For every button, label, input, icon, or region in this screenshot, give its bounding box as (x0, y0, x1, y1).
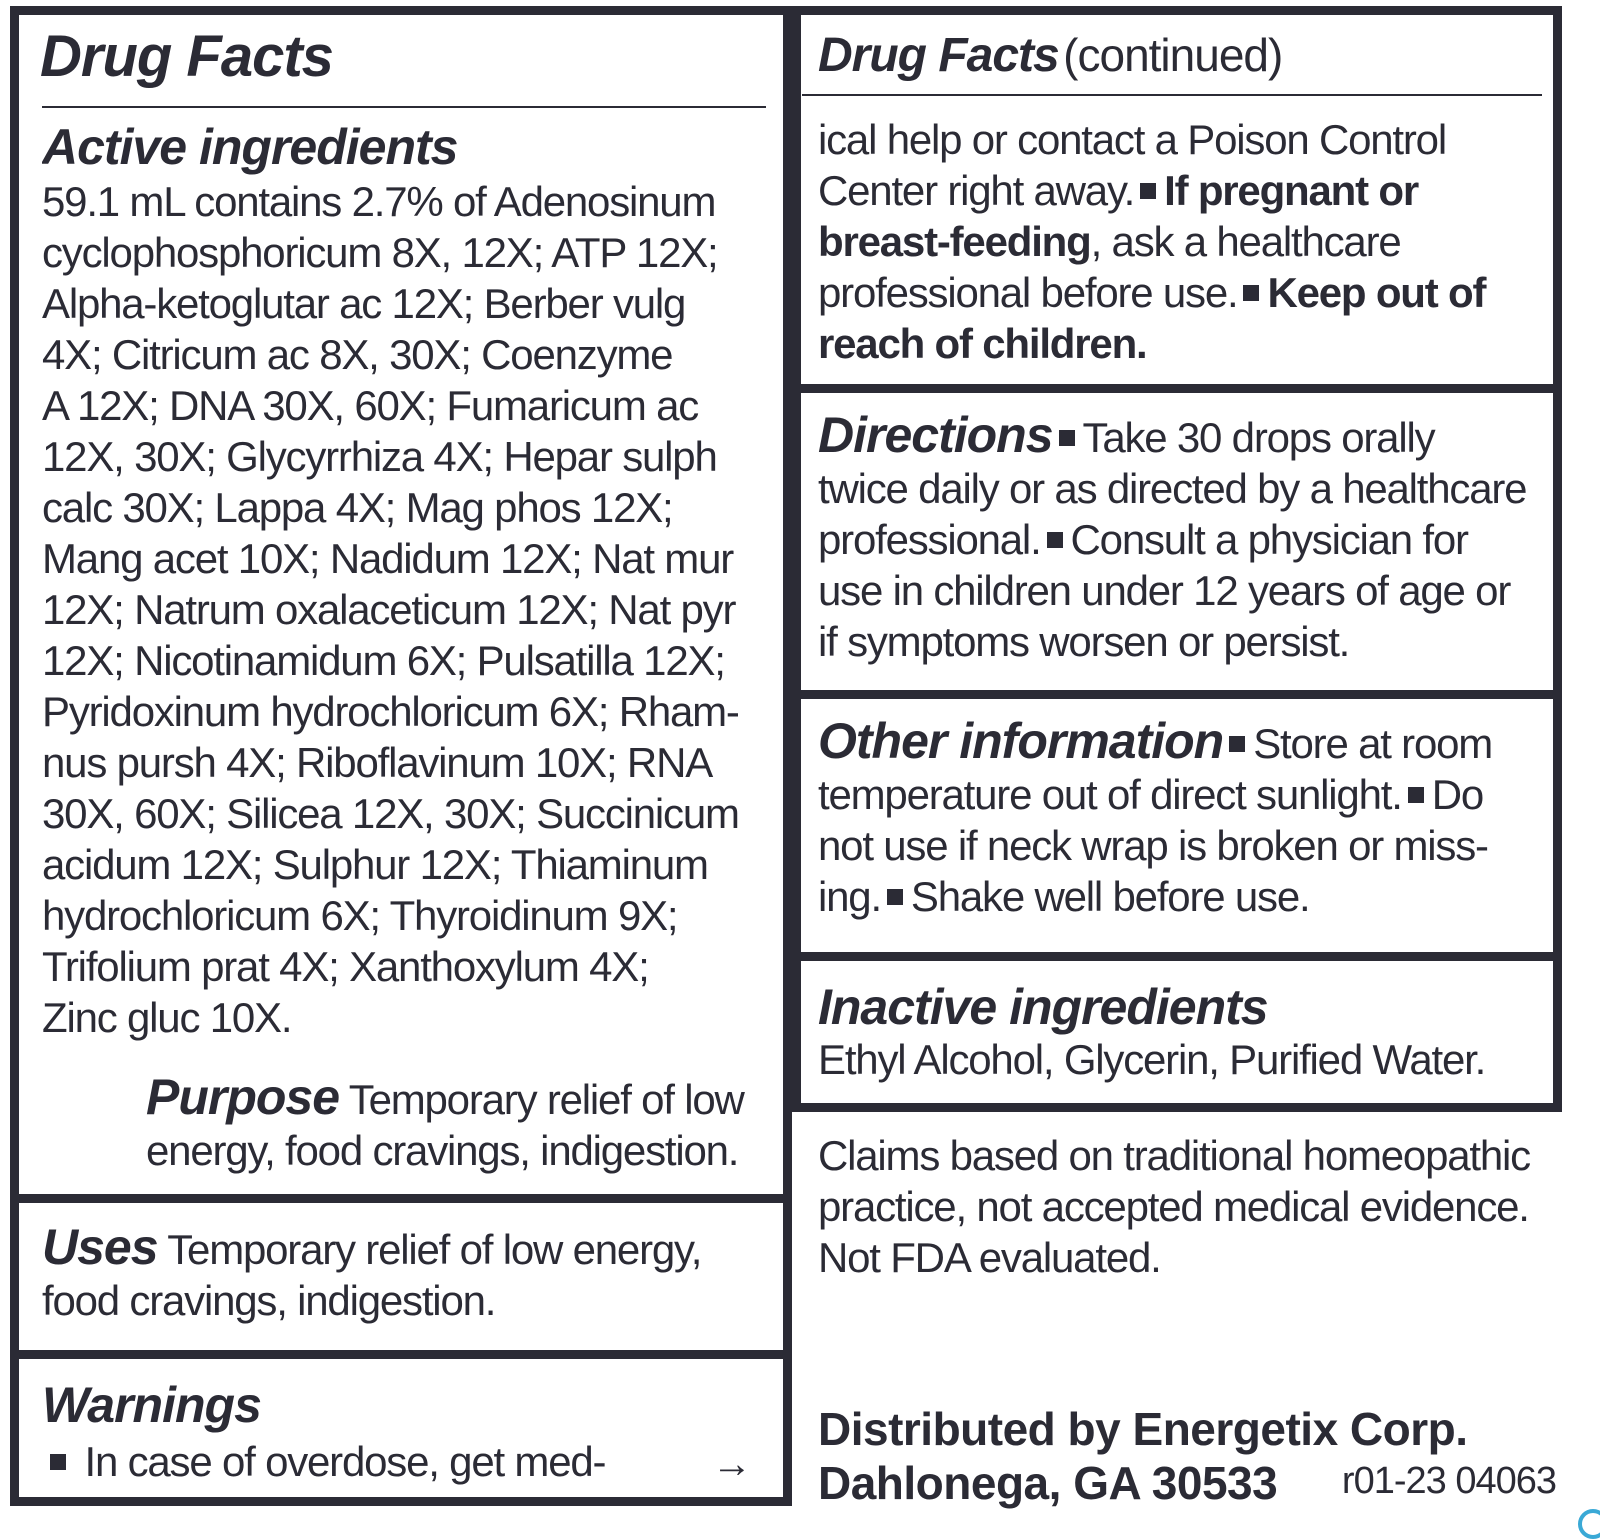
ingredient-line: A 12X; DNA 30X, 60X; Fumaricum ac (42, 382, 699, 429)
ingredient-line: cyclophosphoricum 8X, 12X; ATP 12X; (42, 229, 718, 276)
directions-heading: Directions (818, 410, 1053, 463)
purpose-section (146, 1072, 786, 1190)
active-ingredients-list (42, 176, 782, 1043)
directions-section (818, 410, 1558, 688)
ingredient-line: Zinc gluc 10X. (42, 994, 292, 1041)
bullet-icon (1047, 532, 1063, 548)
ingredient-line: hydrochloricum 6X; Thyroidinum 9X; (42, 892, 678, 939)
active-ingredients-section (42, 122, 782, 1192)
uses-heading: Uses (42, 1222, 158, 1275)
ingredient-line: Alpha-ketoglutar ac 12X; Berber vulg (42, 280, 686, 327)
claims-line: practice, not accepted medical evidence. (818, 1183, 1529, 1230)
bullet-icon (1243, 285, 1259, 301)
warnings-cont-text: professional before use. (818, 269, 1238, 316)
directions-text: use in children under 12 years of age or (818, 567, 1511, 614)
uses-text-2: food cravings, indigestion. (42, 1277, 496, 1324)
continued-header (818, 28, 1558, 92)
inactive-ingredients-heading: Inactive ingredients (818, 982, 1268, 1035)
ingredient-line: 12X, 30X; Glycyrrhiza 4X; Hepar sulph (42, 433, 717, 480)
warnings-section (42, 1380, 782, 1490)
bullet-icon (887, 889, 903, 905)
keep-out-warning: Keep out of (1267, 269, 1486, 316)
bullet-icon (50, 1454, 66, 1470)
pregnant-warning: If pregnant or (1164, 167, 1418, 214)
right-divider-3 (792, 952, 1562, 961)
other-text: Store at room (1253, 720, 1493, 767)
continued-suffix: (continued) (1063, 29, 1283, 81)
inactive-ingredients-text: Ethyl Alcohol, Glycerin, Purified Water. (818, 1036, 1486, 1083)
warnings-cont-text: Center right away. (818, 167, 1135, 214)
inactive-ingredients-section (818, 982, 1558, 1106)
active-ingredients-heading: Active ingredients (42, 122, 458, 175)
uses-section (42, 1222, 782, 1342)
title-rule (42, 106, 766, 108)
purpose-heading: Purpose (146, 1072, 340, 1125)
distributor-name: Distributed by Energetix Corp. (818, 1403, 1468, 1455)
warnings-cont-line: ical help or contact a Poison Control (818, 116, 1446, 163)
directions-text: if symptoms worsen or persist. (818, 618, 1350, 665)
left-divider-1 (10, 1194, 792, 1203)
directions-text: twice daily or as directed by a healthcare (818, 465, 1527, 512)
bullet-icon (1229, 736, 1245, 752)
ingredient-line: 4X; Citricum ac 8X, 30X; Coenzyme (42, 331, 673, 378)
bullet-icon (1140, 183, 1156, 199)
breastfeeding-warning: breast-feeding (818, 218, 1091, 265)
warnings-continued (818, 114, 1558, 384)
ingredient-line: 12X; Natrum oxalaceticum 12X; Nat pyr (42, 586, 736, 633)
other-information-section (818, 716, 1558, 948)
distributor-block (818, 1402, 1578, 1526)
directions-text: Consult a physician for (1070, 516, 1468, 563)
purpose-text-2: energy, food cravings, indigestion. (146, 1127, 739, 1174)
uses-text-1: Temporary relief of low energy, (167, 1226, 702, 1273)
other-information-heading: Other information (818, 716, 1224, 769)
other-text: Shake well before use. (910, 873, 1310, 920)
continue-arrow-icon: → (712, 1442, 752, 1486)
other-text: Do (1431, 771, 1483, 818)
distributor-address: Dahlonega, GA 30533 (818, 1457, 1278, 1509)
ingredient-line: nus pursh 4X; Riboflavinum 10X; RNA (42, 739, 713, 786)
other-text: ing. (818, 873, 881, 920)
ingredient-line: Pyridoxinum hydrochloricum 6X; Rham- (42, 688, 739, 735)
other-text: temperature out of direct sunlight. (818, 771, 1402, 818)
bullet-icon (1059, 430, 1075, 446)
continued-title: Drug Facts (818, 29, 1059, 82)
continued-rule (802, 94, 1542, 96)
keep-out-warning-2: reach of children. (818, 320, 1147, 367)
page-title: Drug Facts (40, 28, 333, 89)
purpose-text-1: Temporary relief of low (348, 1076, 744, 1123)
directions-text: Take 30 drops orally (1082, 414, 1435, 461)
ingredient-line: acidum 12X; Sulphur 12X; Thiaminum (42, 841, 708, 888)
claims-disclaimer (818, 1130, 1578, 1290)
ingredient-line: Trifolium prat 4X; Xanthoxylum 4X; (42, 943, 649, 990)
left-divider-2 (10, 1350, 792, 1359)
claims-line: Claims based on traditional homeopathic (818, 1132, 1530, 1179)
drug-facts-header (40, 28, 770, 108)
ingredient-line: Mang acet 10X; Nadidum 12X; Nat mur (42, 535, 734, 582)
ingredient-line: 59.1 mL contains 2.7% of Adenosinum (42, 178, 716, 225)
lot-code: r01-23 04063 (1341, 1460, 1556, 1502)
warnings-text: In case of overdose, get med- (84, 1438, 606, 1485)
right-divider-1 (792, 384, 1562, 393)
ingredient-line: 30X, 60X; Silicea 12X, 30X; Succinicum (42, 790, 739, 837)
bullet-icon (1408, 787, 1424, 803)
claims-line: Not FDA evaluated. (818, 1234, 1161, 1281)
directions-text: professional. (818, 516, 1041, 563)
right-divider-2 (792, 690, 1562, 699)
corner-accent (1578, 1509, 1600, 1539)
warnings-heading: Warnings (42, 1380, 261, 1433)
ingredient-line: calc 30X; Lappa 4X; Mag phos 12X; (42, 484, 673, 531)
warnings-cont-text: , ask a healthcare (1090, 218, 1401, 265)
ingredient-line: 12X; Nicotinamidum 6X; Pulsatilla 12X; (42, 637, 725, 684)
other-text: not use if neck wrap is broken or miss- (818, 822, 1488, 869)
